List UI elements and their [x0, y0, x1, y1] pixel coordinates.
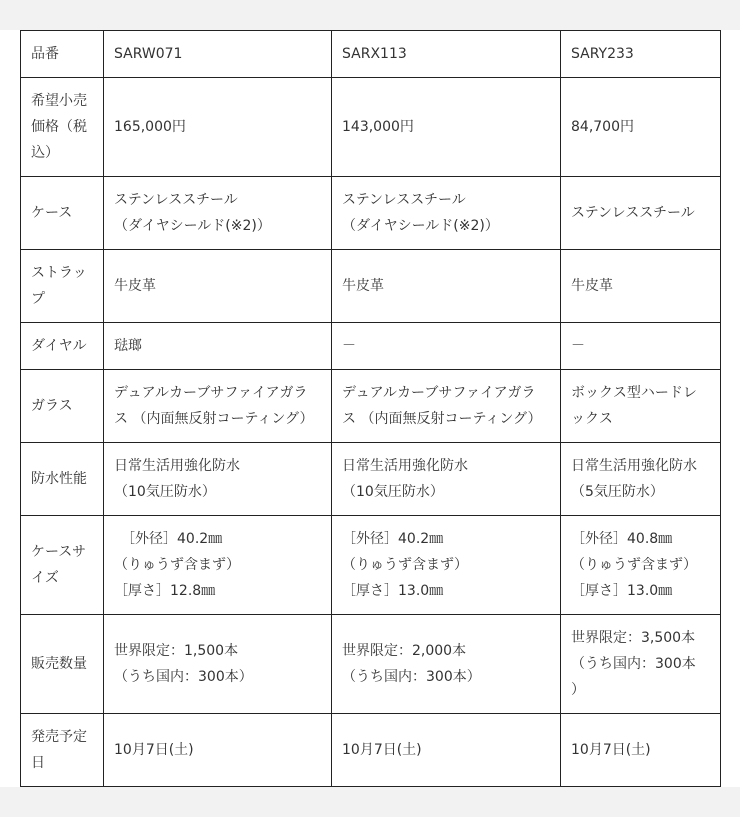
cell-sarx113: 143,000円	[332, 78, 561, 177]
cell-sarx113: デュアルカーブサファイアガラ ス （内面無反射コーティング）	[332, 370, 561, 443]
cell-sarw071: SARW071	[104, 31, 332, 78]
row-label: ダイヤル	[21, 323, 104, 370]
cell-sarx113: 10月7日(土)	[332, 714, 561, 787]
row-label: ケースサ イズ	[21, 516, 104, 615]
cell-sary233: ［外径］40.8㎜ （りゅうず含まず） ［厚さ］13.0㎜	[561, 516, 721, 615]
row-label: 希望小売 価格（税 込）	[21, 78, 104, 177]
row-release-date	[21, 714, 721, 787]
cell-sary233: 日常生活用強化防水 （5気圧防水）	[561, 443, 721, 516]
cell-sarw071: ステンレススチール （ダイヤシールド(※2)）	[104, 177, 332, 250]
row-water-resistance	[21, 443, 721, 516]
row-case	[21, 177, 721, 250]
cell-sarx113: 日常生活用強化防水 （10気圧防水）	[332, 443, 561, 516]
row-label: 品番	[21, 31, 104, 78]
row-case-size	[21, 516, 721, 615]
cell-sarx113: ［外径］40.2㎜ （りゅうず含まず） ［厚さ］13.0㎜	[332, 516, 561, 615]
cell-sary233: 10月7日(土)	[561, 714, 721, 787]
row-label: ガラス	[21, 370, 104, 443]
row-sales-quantity	[21, 615, 721, 714]
cell-sary233: 牛皮革	[561, 250, 721, 323]
row-model-number	[21, 31, 721, 78]
cell-sary233: 世界限定：3,500本 （うち国内：300本 ）	[561, 615, 721, 714]
row-label: ケース	[21, 177, 104, 250]
row-label: 販売数量	[21, 615, 104, 714]
document-page	[0, 30, 740, 787]
row-dial	[21, 323, 721, 370]
row-price	[21, 78, 721, 177]
cell-sarw071: 10月7日(土)	[104, 714, 332, 787]
cell-sarx113: －	[332, 323, 561, 370]
cell-sarw071: 牛皮革	[104, 250, 332, 323]
spec-table	[20, 30, 721, 787]
cell-sarx113: 世界限定：2,000本 （うち国内：300本）	[332, 615, 561, 714]
row-label: ストラッ プ	[21, 250, 104, 323]
cell-sarw071: デュアルカーブサファイアガラ ス （内面無反射コーティング）	[104, 370, 332, 443]
cell-sarw071: ［外径］40.2㎜ （りゅうず含まず） ［厚さ］12.8㎜	[104, 516, 332, 615]
cell-sary233: ボックス型ハードレ ックス	[561, 370, 721, 443]
cell-sarw071: 世界限定：1,500本 （うち国内：300本）	[104, 615, 332, 714]
row-glass	[21, 370, 721, 443]
cell-sary233: ステンレススチール	[561, 177, 721, 250]
cell-sary233: 84,700円	[561, 78, 721, 177]
cell-sarx113: 牛皮革	[332, 250, 561, 323]
cell-sary233: SARY233	[561, 31, 721, 78]
row-label: 防水性能	[21, 443, 104, 516]
row-strap	[21, 250, 721, 323]
row-label: 発売予定 日	[21, 714, 104, 787]
cell-sarw071: 165,000円	[104, 78, 332, 177]
cell-sarx113: SARX113	[332, 31, 561, 78]
cell-sarw071: 琺瑯	[104, 323, 332, 370]
cell-sary233: －	[561, 323, 721, 370]
cell-sarw071: 日常生活用強化防水 （10気圧防水）	[104, 443, 332, 516]
cell-sarx113: ステンレススチール （ダイヤシールド(※2)）	[332, 177, 561, 250]
